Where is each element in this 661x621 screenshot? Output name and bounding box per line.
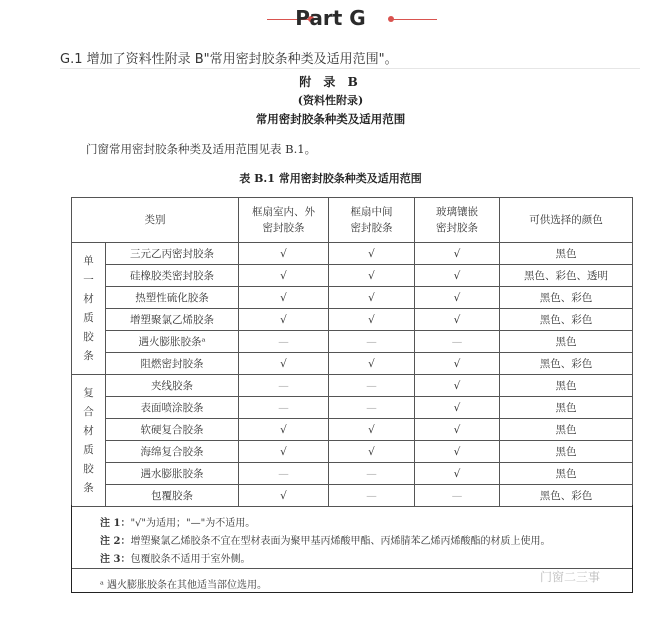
glazing-seal-cell: √ bbox=[415, 397, 500, 419]
frame-seal-cell: — bbox=[239, 397, 329, 419]
strip-name: 海绵复合胶条 bbox=[106, 441, 239, 463]
seal-strip-table bbox=[71, 197, 633, 507]
glazing-seal-cell: √ bbox=[415, 441, 500, 463]
table-row bbox=[72, 353, 633, 375]
appendix-title: 常用密封胶条种类及适用范围 bbox=[255, 112, 406, 126]
appendix-subtitle: (资料性附录) bbox=[297, 94, 364, 107]
color-cell: 黑色 bbox=[500, 441, 633, 463]
appendix-label: 附 录 B bbox=[299, 75, 362, 89]
strip-name: 包覆胶条 bbox=[106, 485, 239, 507]
table-row bbox=[72, 331, 633, 353]
strip-name: 热塑性硫化胶条 bbox=[106, 287, 239, 309]
appendix-paragraph: 门窗常用密封胶条种类及适用范围见表 B.1。 bbox=[86, 142, 317, 156]
table-caption: 表 B.1 常用密封胶条种类及适用范围 bbox=[239, 172, 422, 185]
header-right-line bbox=[392, 19, 437, 20]
color-cell: 黑色 bbox=[500, 463, 633, 485]
frame-seal-cell: — bbox=[239, 463, 329, 485]
table-row bbox=[72, 265, 633, 287]
middle-seal-cell: √ bbox=[329, 287, 415, 309]
middle-seal-cell: — bbox=[329, 375, 415, 397]
middle-seal-cell: √ bbox=[329, 441, 415, 463]
frame-seal-cell: √ bbox=[239, 309, 329, 331]
header-middle-seal: 框扇中间 密封胶条 bbox=[329, 198, 415, 243]
table-row bbox=[72, 287, 633, 309]
group-label: 单 一 材 质 胶 条 bbox=[72, 243, 106, 375]
glazing-seal-cell: √ bbox=[415, 287, 500, 309]
glazing-seal-cell: √ bbox=[415, 265, 500, 287]
glazing-seal-cell: — bbox=[415, 331, 500, 353]
frame-seal-cell: √ bbox=[239, 287, 329, 309]
color-cell: 黑色、彩色、透明 bbox=[500, 265, 633, 287]
frame-seal-cell: √ bbox=[239, 419, 329, 441]
strip-name: 软硬复合胶条 bbox=[106, 419, 239, 441]
frame-seal-cell: — bbox=[239, 375, 329, 397]
note-2: 注 2：增塑聚氯乙烯胶条不宜在型材表面为聚甲基丙烯酸甲酯、丙烯腈苯乙烯丙烯酸酯的材质上使用。 bbox=[100, 536, 551, 547]
color-cell: 黑色 bbox=[500, 419, 633, 441]
frame-seal-cell: √ bbox=[239, 441, 329, 463]
table-row bbox=[72, 243, 633, 265]
color-cell: 黑色 bbox=[500, 397, 633, 419]
table-body bbox=[72, 243, 633, 507]
table-row bbox=[72, 419, 633, 441]
glazing-seal-cell: √ bbox=[415, 463, 500, 485]
divider bbox=[60, 68, 640, 69]
table-row bbox=[72, 463, 633, 485]
group-label: 复 合 材 质 胶 条 bbox=[72, 375, 106, 507]
middle-seal-cell: √ bbox=[329, 353, 415, 375]
middle-seal-cell: √ bbox=[329, 243, 415, 265]
section-title: Part G bbox=[295, 6, 366, 30]
table-row bbox=[72, 375, 633, 397]
table-row bbox=[72, 441, 633, 463]
strip-name: 遇火膨胀胶条ᵃ bbox=[106, 331, 239, 353]
frame-seal-cell: √ bbox=[239, 485, 329, 507]
glazing-seal-cell: √ bbox=[415, 375, 500, 397]
table-header-row bbox=[72, 198, 633, 243]
glazing-seal-cell: √ bbox=[415, 353, 500, 375]
strip-name: 增塑聚氯乙烯胶条 bbox=[106, 309, 239, 331]
frame-seal-cell: √ bbox=[239, 265, 329, 287]
footnote: ᵃ 遇火膨胀胶条在其他适当部位选用。 bbox=[100, 580, 268, 591]
middle-seal-cell: √ bbox=[329, 419, 415, 441]
strip-name: 夹线胶条 bbox=[106, 375, 239, 397]
intro-text: G.1 增加了资料性附录 B"常用密封胶条种类及适用范围"。 bbox=[60, 52, 398, 67]
note-1: 注 1："√"为适用；"—"为不适用。 bbox=[100, 518, 256, 529]
middle-seal-cell: — bbox=[329, 397, 415, 419]
glazing-seal-cell: √ bbox=[415, 243, 500, 265]
color-cell: 黑色、彩色 bbox=[500, 309, 633, 331]
header-color: 可供选择的颜色 bbox=[500, 198, 633, 243]
strip-name: 表面喷涂胶条 bbox=[106, 397, 239, 419]
note-3: 注 3：包覆胶条不适用于室外侧。 bbox=[100, 554, 251, 565]
middle-seal-cell: √ bbox=[329, 309, 415, 331]
section-header bbox=[0, 6, 661, 34]
strip-name: 三元乙丙密封胶条 bbox=[106, 243, 239, 265]
strip-name: 硅橡胶类密封胶条 bbox=[106, 265, 239, 287]
frame-seal-cell: √ bbox=[239, 243, 329, 265]
table-row bbox=[72, 309, 633, 331]
color-cell: 黑色、彩色 bbox=[500, 287, 633, 309]
glazing-seal-cell: — bbox=[415, 485, 500, 507]
color-cell: 黑色、彩色 bbox=[500, 353, 633, 375]
strip-name: 遇水膨胀胶条 bbox=[106, 463, 239, 485]
color-cell: 黑色 bbox=[500, 375, 633, 397]
middle-seal-cell: — bbox=[329, 463, 415, 485]
table-row bbox=[72, 397, 633, 419]
color-cell: 黑色 bbox=[500, 331, 633, 353]
watermark: 门窗二三事 bbox=[540, 570, 601, 584]
glazing-seal-cell: √ bbox=[415, 419, 500, 441]
middle-seal-cell: — bbox=[329, 331, 415, 353]
header-frame-seal: 框扇室内、外 密封胶条 bbox=[239, 198, 329, 243]
color-cell: 黑色 bbox=[500, 243, 633, 265]
table-row bbox=[72, 485, 633, 507]
frame-seal-cell: √ bbox=[239, 353, 329, 375]
middle-seal-cell: √ bbox=[329, 265, 415, 287]
header-glazing-seal: 玻璃镶嵌 密封胶条 bbox=[415, 198, 500, 243]
strip-name: 阻燃密封胶条 bbox=[106, 353, 239, 375]
header-category: 类别 bbox=[72, 198, 239, 243]
frame-seal-cell: — bbox=[239, 331, 329, 353]
middle-seal-cell: — bbox=[329, 485, 415, 507]
glazing-seal-cell: √ bbox=[415, 309, 500, 331]
color-cell: 黑色、彩色 bbox=[500, 485, 633, 507]
